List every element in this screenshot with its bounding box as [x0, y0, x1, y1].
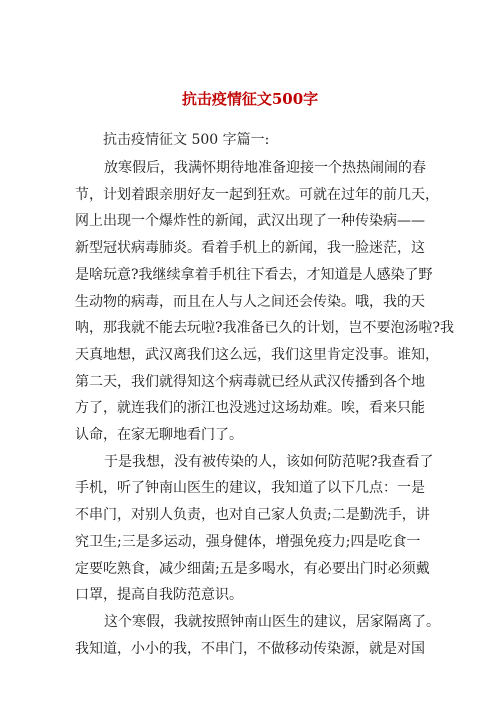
text-line: 究卫生;三是多运动，强身健体，增强免疫力;四是吃食一 [75, 533, 421, 550]
text-line: 天真地想，武汉离我们这么远，我们这里肯定没事。谁知， [75, 346, 439, 363]
text-line: 认命，在家无聊地看门了。 [75, 427, 243, 443]
paragraph-first-line: 放寒假后，我满怀期待地准备迎接一个热热闹闹的春 [104, 160, 426, 176]
text-line: 网上出现一个爆炸性的新闻，武汉出现了一种传染病—— [75, 213, 425, 230]
text-line: 口罩，提高自我防范意识。 [75, 587, 243, 604]
text-line: 定要吃熟食，减少细菌;五是多喝水，有必要出门时必须戴 [75, 560, 430, 577]
text-line: 新型冠状病毒肺炎。看着手机上的新闻，我一脸迷茫，这 [75, 240, 425, 257]
text-line: 是啥玩意?我继续拿着手机往下看去，才知道是人感染了野 [75, 266, 433, 283]
text-line: 我知道，小小的我，不串门，不做移动传染源，就是对国 [75, 640, 425, 657]
paragraph-first-line: 这个寒假，我就按照钟南山医生的建议，居家隔离了。 [104, 613, 440, 630]
text-line: 呐，那我就不能去玩啦?我准备已久的计划，岂不要泡汤啦?我 [75, 320, 455, 337]
text-line: 手机，听了钟南山医生的建议，我知道了以下几点：一是 [75, 480, 425, 497]
section-heading: 抗击疫情征文 500 字篇一: [103, 132, 270, 148]
document-title: 抗击疫情征文500字 [181, 90, 319, 108]
paragraph-first-line: 于是我想，没有被传染的人，该如何防范呢?我查看了 [104, 453, 434, 470]
text-line: 节，计划着跟亲朋好友一起到狂欢。可就在过年的前几天， [75, 186, 439, 203]
text-line: 第二天，我们就得知这个病毒就已经从武汉传播到各个地 [75, 373, 425, 390]
text-line: 生动物的病毒，而且在人与人之间还会传染。哦，我的天 [75, 293, 425, 310]
text-line: 不串门，对别人负责，也对自己家人负责;二是勤洗手，讲 [75, 507, 430, 524]
text-line: 方了，就连我们的浙江也没逃过这场劫难。唉，看来只能 [75, 400, 425, 417]
